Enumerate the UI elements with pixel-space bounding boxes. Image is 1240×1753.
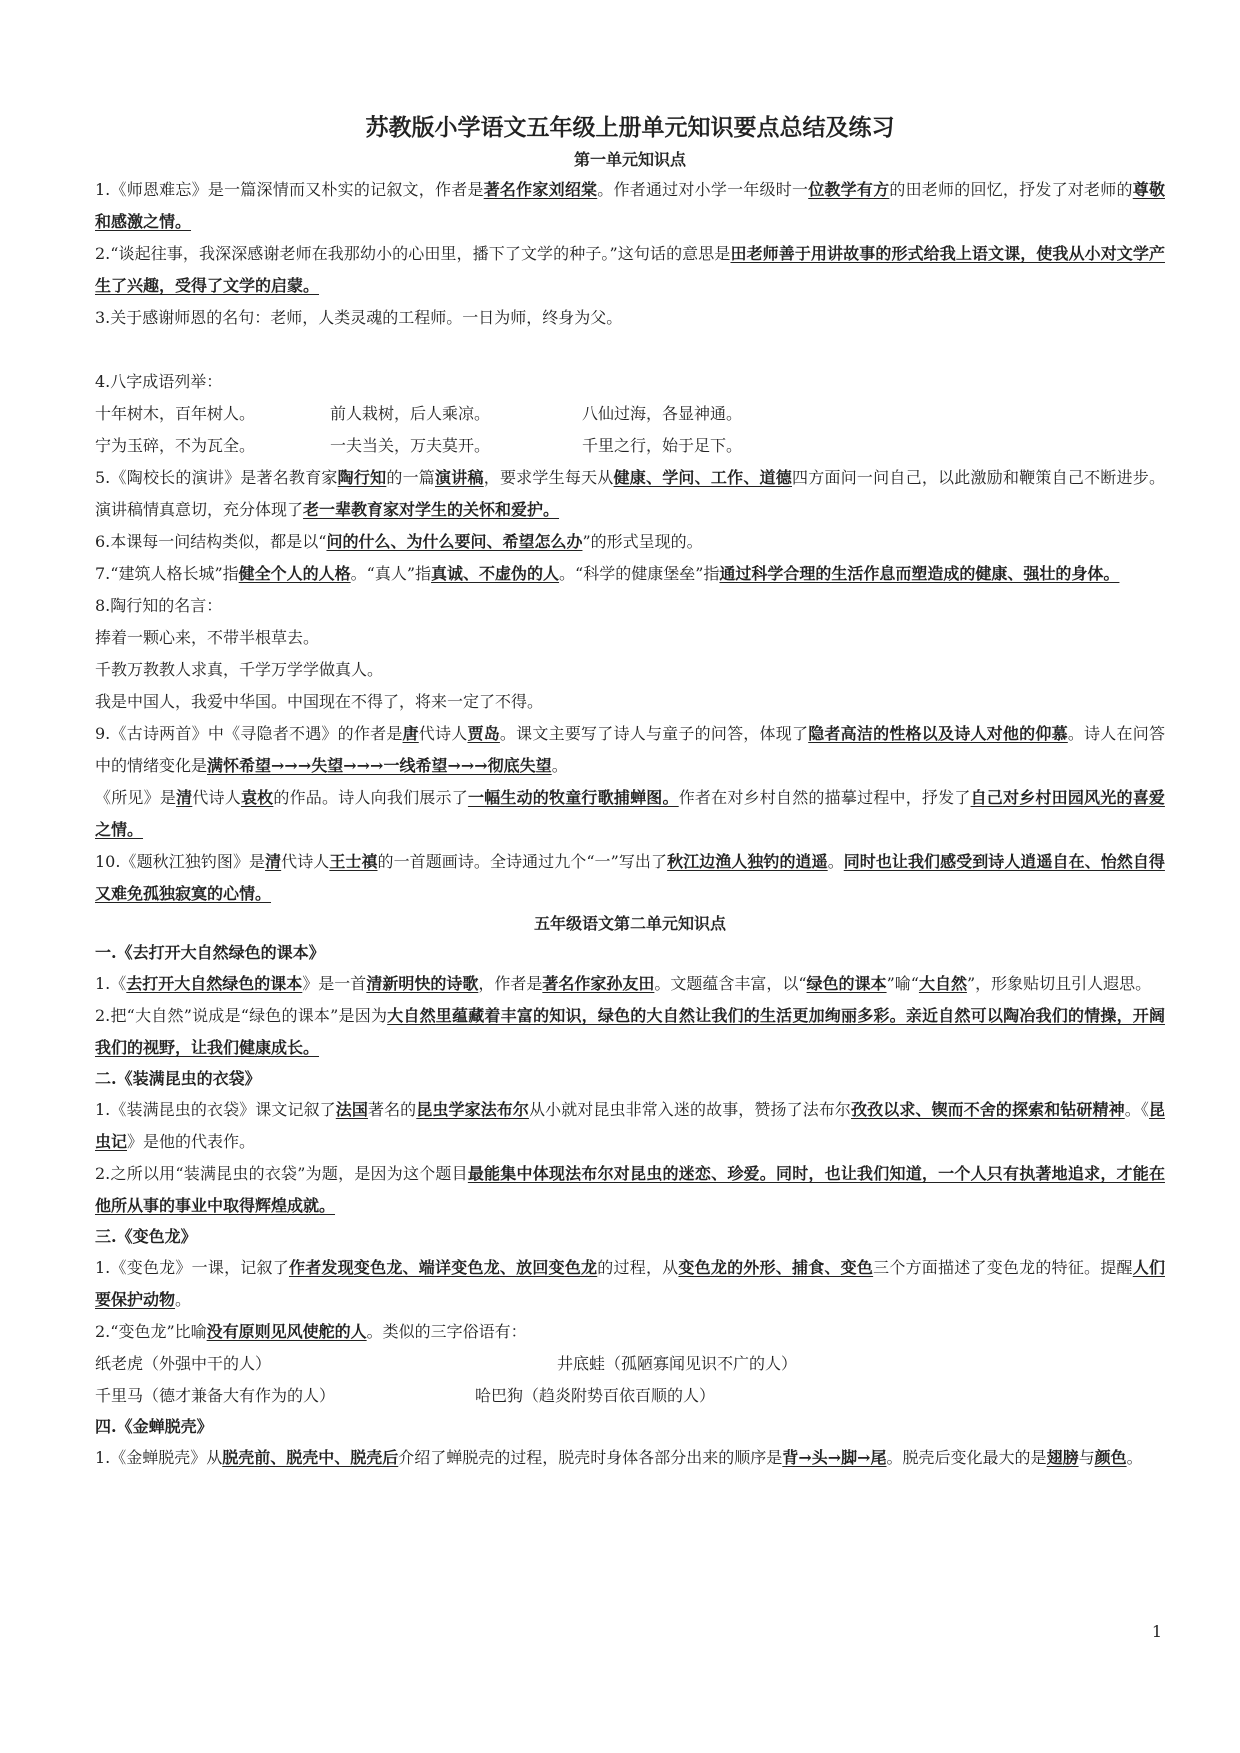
text-run: ”，形象贴切且引人遐思。 [966, 974, 1152, 993]
lesson-heading: 一.《去打开大自然绿色的课本》 [95, 943, 325, 962]
text-run: 1.《 [95, 974, 127, 993]
paragraph [95, 1000, 1165, 1064]
key-point: 贾岛 [467, 724, 500, 743]
text-run: 2.“谈起往事，我深深感谢老师在我那幼小的心田里，播下了文学的种子。”这句话的意思是 [95, 244, 731, 263]
text-run: 与 [1078, 1448, 1095, 1467]
key-point: 最能集中体现法布尔对昆虫的迷恋、珍爱。同时，也让我们知道，一个人只有执著地追求，才能在他所从事的事业中取得辉煌成就。 [95, 1164, 1165, 1215]
idiom: 宁为玉碎，不为瓦全。 [95, 436, 256, 455]
document-page [95, 110, 1165, 1474]
quote [95, 654, 1165, 686]
key-point: 问的什么、为什么要问、希望怎么办 [326, 532, 583, 551]
unit2-heading: 五年级语文第二单元知识点 [533, 914, 726, 933]
key-point: 清新明快的诗歌 [366, 974, 479, 993]
paragraph [95, 968, 1165, 1000]
text-run: 著名的 [367, 1100, 417, 1119]
text-run: 2.“变色龙”比喻 [95, 1322, 207, 1341]
text-run: 。课文主要写了诗人与童子的问答，体现了 [499, 724, 809, 743]
text-run: 代诗人 [418, 724, 468, 743]
text-run: 作者在对乡村自然的描摹过程中，抒发了 [678, 788, 971, 807]
quote [95, 622, 1165, 654]
key-point: 颜色 [1094, 1448, 1127, 1467]
paragraph [95, 1158, 1165, 1222]
idiom-label: 4.八字成语列举： [95, 372, 223, 391]
paragraph [95, 1316, 1165, 1348]
text-run: 。作者通过对小学一年级时一 [597, 180, 809, 199]
paragraph [95, 526, 1165, 558]
paragraph [95, 558, 1165, 590]
key-point: 大自然里蕴藏着丰富的知识，绿色的大自然让我们的生活更加绚丽多彩。亲近自然可以陶冶我们的情操，开阔我们的视野，让我们健康成长。 [95, 1006, 1165, 1057]
text-run: 三个方面描述了变色龙的特征。提醒 [873, 1258, 1133, 1277]
key-point: 著名作家孙友田 [542, 974, 655, 993]
idiom-row [95, 398, 1165, 430]
key-point: 绿色的课本 [806, 974, 887, 993]
unit1-heading: 第一单元知识点 [573, 150, 686, 169]
text-run: 6.本课每一问结构类似，都是以“ [95, 532, 327, 551]
document-title: 苏教版小学语文五年级上册单元知识要点总结及练习 [365, 114, 895, 141]
idiom-row [95, 430, 1165, 462]
saying: 井底蛙（孤陋寡闻见识不广的人） [557, 1354, 798, 1373]
key-point: 昆虫记 [95, 1100, 1165, 1151]
text-run: 。诗人在问答中的情绪变化是 [95, 724, 1165, 775]
text-run: 从小就对昆虫非常入迷的故事，赞扬了法布尔 [529, 1100, 852, 1119]
text-run: 的一篇 [386, 468, 436, 487]
key-point: 自己对乡村田园风光的喜爱之情。 [95, 788, 1165, 839]
saying: 哈巴狗（趋炎附势百依百顺的人） [475, 1386, 716, 1405]
text-run: 1.《金蝉脱壳》从 [95, 1448, 223, 1467]
lesson-heading: 三.《变色龙》 [95, 1227, 197, 1246]
text-run: ，作者是 [478, 974, 543, 993]
key-point: 通过科学合理的生活作息而塑造成的健康、强壮的身体。 [719, 564, 1120, 583]
key-point: 大自然 [918, 974, 967, 993]
idiom: 一夫当关，万夫莫开。 [330, 436, 491, 455]
key-point: 袁枚 [240, 788, 274, 807]
paragraph [95, 718, 1165, 782]
text-run: 2.之所以用“装满昆虫的衣袋”为题，是因为这个题目 [95, 1164, 468, 1183]
paragraph [95, 174, 1165, 238]
key-point: 满怀希望→→→失望→→→一线希望→→→彻底失望 [207, 756, 552, 775]
text-run: 四方面问一问自己，以此激励和鞭策自己不断进步。演讲稿情真意切，充分体现了 [95, 468, 1165, 519]
text-run: 的田老师的回忆，抒发了对老师的 [889, 180, 1133, 199]
saying-row [95, 1348, 1165, 1380]
text-run: 。《 [1124, 1100, 1149, 1119]
text-run: 。脱壳后变化最大的是 [886, 1448, 1047, 1467]
key-point: 健康、学问、工作、道德 [613, 468, 793, 487]
text-run: 3.关于感谢师恩的名句：老师，人类灵魂的工程师。一日为师，终身为父。 [95, 308, 623, 327]
text-run: 》是他的代表作。 [127, 1132, 256, 1151]
key-point: 昆虫学家法布尔 [416, 1100, 529, 1119]
text-run: 代诗人 [192, 788, 241, 807]
saying-row [95, 1380, 1165, 1412]
paragraph [95, 846, 1165, 910]
text-run: 1.《装满昆虫的衣袋》课文记叙了 [95, 1100, 336, 1119]
text-run: 。 [175, 1290, 192, 1309]
text-run: 代诗人 [281, 852, 330, 871]
text-run: 5.《陶校长的演讲》是著名教育家 [95, 468, 338, 487]
unit1-paragraphs [95, 174, 1165, 334]
paragraph [95, 590, 1165, 622]
key-point: 隐者高洁的性格以及诗人对他的仰慕 [808, 724, 1068, 743]
idiom: 前人栽树，后人乘凉。 [330, 404, 491, 423]
key-point: 作者发现变色龙、端详变色龙、放回变色龙 [288, 1258, 598, 1277]
text-run: 。“科学的健康堡垒”指 [559, 564, 720, 583]
paragraph [95, 462, 1165, 526]
key-point: 健全个人的人格 [238, 564, 351, 583]
text-run: 10.《题秋江独钓图》是 [95, 852, 266, 871]
key-point: 背→头→脚→尾 [782, 1448, 887, 1467]
paragraph [95, 238, 1165, 302]
text-run: 7.“建筑人格长城”指 [95, 564, 239, 583]
key-point: 变色龙的外形、捕食、变色 [678, 1258, 874, 1277]
text-run: 的过程，从 [597, 1258, 679, 1277]
key-point: 演讲稿 [435, 468, 484, 487]
key-point: 位教学有方 [808, 180, 890, 199]
key-point: 真诚、不虚伪的人 [431, 564, 560, 583]
key-point: 一幅生动的牧童行歌捕蝉图。 [467, 788, 679, 807]
idiom: 十年树木，百年树人。 [95, 404, 256, 423]
blank-line [95, 334, 1165, 366]
key-point: 人们要保护动物 [95, 1258, 1165, 1309]
unit1-paragraphs-continued [95, 462, 1165, 910]
text-run: 。 [551, 756, 568, 775]
saying: 纸老虎（外强中干的人） [95, 1354, 272, 1373]
saying: 千里马（德才兼备大有作为的人） [95, 1386, 336, 1405]
key-point: 同时也让我们感受到诗人逍遥自在、怡然自得又难免孤独寂寞的心情。 [95, 852, 1165, 903]
text-run: 1.《变色龙》一课，记叙了 [95, 1258, 289, 1277]
text-run: 。“真人”指 [350, 564, 432, 583]
lesson-heading: 四.《金蝉脱壳》 [95, 1417, 213, 1436]
text-run: ”喻“ [886, 974, 919, 993]
key-point: 尊敬和感激之情。 [95, 180, 1165, 231]
text-run: 。类似的三字俗语有： [366, 1322, 527, 1341]
key-point: 孜孜以求、锲而不舍的探索和钻研精神 [851, 1100, 1125, 1119]
text-run: 介绍了蝉脱壳的过程，脱壳时身体各部分出来的顺序是 [398, 1448, 783, 1467]
key-point: 去打开大自然绿色的课本 [126, 974, 303, 993]
idiom: 千里之行，始于足下。 [582, 436, 743, 455]
text-run: 1.《师恩难忘》是一篇深情而又朴实的记叙文，作者是 [95, 180, 484, 199]
text-run: 2.把“大自然”说成是“绿色的课本”是因为 [95, 1006, 388, 1025]
key-point: 清 [265, 852, 282, 871]
text-run: 的作品。诗人向我们展示了 [273, 788, 468, 807]
text-run: 。 [1126, 1448, 1143, 1467]
text-run: 捧着一颗心来，不带半根草去。 [95, 628, 320, 647]
text-run: 。文题蕴含丰富，以“ [654, 974, 807, 993]
text-run: 千教万教教人求真，千学万学学做真人。 [95, 660, 384, 679]
key-point: 清 [176, 788, 193, 807]
text-run: 9.《古诗两首》中《寻隐者不遇》的作者是 [95, 724, 403, 743]
lesson-heading: 二.《装满昆虫的衣袋》 [95, 1069, 261, 1088]
text-run: 《所见》是 [95, 788, 177, 807]
paragraph [95, 302, 1165, 334]
key-point: 唐 [402, 724, 419, 743]
text-run: 》是一首 [302, 974, 367, 993]
text-run: ”的形式呈现的。 [582, 532, 703, 551]
key-point: 秋江边渔人独钓的逍遥 [667, 852, 828, 871]
text-run: 的一首题画诗。全诗通过九个“一”写出了 [377, 852, 668, 871]
idiom: 八仙过海，各显神通。 [582, 404, 743, 423]
page-number: 1 [1151, 1622, 1162, 1641]
quote [95, 686, 1165, 718]
key-point: 脱壳前、脱壳中、脱壳后 [222, 1448, 399, 1467]
paragraph [95, 1442, 1165, 1474]
text-run: 我是中国人，我爱中华国。中国现在不得了，将来一定了不得。 [95, 692, 544, 711]
text-run: ，要求学生每天从 [483, 468, 614, 487]
key-point: 陶行知 [337, 468, 387, 487]
key-point: 翅膀 [1046, 1448, 1079, 1467]
text-run: 8.陶行知的名言： [95, 596, 223, 615]
key-point: 王士禛 [329, 852, 378, 871]
text-run: 。 [827, 852, 844, 871]
key-point: 没有原则见风使舵的人 [206, 1322, 367, 1341]
key-point: 老一辈教育家对学生的关怀和爱护。 [303, 500, 560, 519]
key-point: 著名作家刘绍棠 [483, 180, 598, 199]
key-point: 田老师善于用讲故事的形式给我上语文课，使我从小对文学产生了兴趣，受得了文学的启蒙。 [95, 244, 1165, 295]
paragraph [95, 1252, 1165, 1316]
paragraph [95, 1094, 1165, 1158]
key-point: 法国 [335, 1100, 368, 1119]
paragraph [95, 782, 1165, 846]
